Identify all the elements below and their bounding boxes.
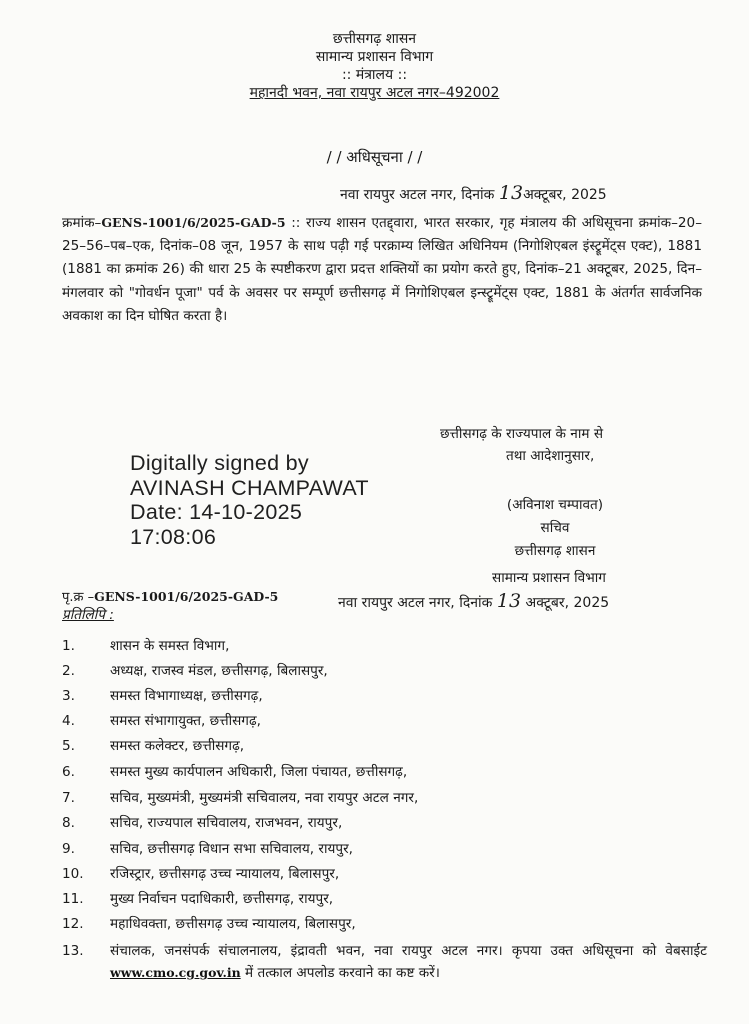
list-item: 2. अध्यक्ष, राजस्व मंडल, छत्तीसगढ़, बिलासपुर, <box>62 663 328 679</box>
endorsement-number-line <box>62 587 278 605</box>
authority-line1: छत्तीसगढ़ के राज्यपाल के नाम से <box>440 426 604 442</box>
copy-label: प्रतिलिपि : <box>62 607 114 623</box>
digital-signature-line1: Digitally signed by <box>130 451 309 475</box>
list-item: 11. मुख्य निर्वाचन पदाधिकारी, छत्तीसगढ़, रायपुर, <box>62 891 334 907</box>
endorsement-date-suffix: अक्टूबर, 2025 <box>525 595 610 611</box>
list-item: 8. सचिव, राज्यपाल सचिवालय, राजभवन, रायपुर, <box>62 815 343 831</box>
header-govt: छत्तीसगढ़ शासन <box>332 31 417 47</box>
order-paragraph <box>62 211 702 328</box>
authority-line2: तथा आदेशानुसार, <box>506 448 595 464</box>
list-item-13-num: 13. <box>62 943 84 959</box>
endorsement-label: पृ.क्र – <box>62 590 95 605</box>
header-department: सामान्य प्रशासन विभाग <box>315 49 434 65</box>
list-item: 10. रजिस्ट्रार, छत्तीसगढ़ उच्च न्यायालय, बिलासपुर, <box>62 866 340 882</box>
order-label: क्रमांक– <box>62 215 102 231</box>
header-address: महानदी भवन, नवा रायपुर अटल नगर–492002 <box>249 85 500 101</box>
list-item: 1. शासन के समस्त विभाग, <box>62 638 230 654</box>
list-item: 6. समस्त मुख्य कार्यपालन अधिकारी, जिला पंचायत, छत्तीसगढ़, <box>62 764 408 780</box>
list-item-13-text: संचालक, जनसंपर्क संचालनालय, इंद्रावती भवन, नवा रायपुर अटल नगर। कृपया उक्त अधिसूचना को वेबसाईट <box>110 943 707 959</box>
authority-block <box>440 423 720 467</box>
digital-signature-time: 17:08:06 <box>130 524 217 549</box>
endorsement-date-line <box>338 590 609 612</box>
list-item: 5. समस्त कलेक्टर, छत्तीसगढ़, <box>62 738 245 754</box>
date-prefix: नवा रायपुर अटल नगर, दिनांक <box>340 187 495 203</box>
website-link[interactable]: www.cmo.cg.gov.in <box>110 965 241 980</box>
notification-title: / / अधिसूचना / / <box>326 148 423 166</box>
date-day-handwritten: 13 <box>498 182 524 204</box>
endorsement-number: GENS-1001/6/2025-GAD-5 <box>94 589 279 604</box>
list-item: 12. महाधिवक्ता, छत्तीसगढ़ उच्च न्यायालय, बिलासपुर, <box>62 916 356 932</box>
endorsement-day-handwritten: 13 <box>496 590 522 612</box>
signatory-org1: छत्तीसगढ़ शासन <box>514 543 596 559</box>
list-item-13-text-after: में तत्काल अपलोड करवाने का कष्ट करें। <box>245 965 440 981</box>
list-item-13 <box>62 940 707 984</box>
digital-signature-date: Date: 14-10-2025 <box>130 500 303 524</box>
signatory-org2: सामान्य प्रशासन विभाग <box>492 570 606 586</box>
list-item-13-body <box>110 940 707 984</box>
list-item: 9. सचिव, छत्तीसगढ़ विधान सभा सचिवालय, रायपुर, <box>62 841 353 857</box>
signatory-name: (अविनाश चम्पावत) <box>506 497 604 513</box>
signatory-designation: सचिव <box>540 520 570 536</box>
date-suffix: अक्टूबर, 2025 <box>523 187 607 203</box>
header-ministry: :: मंत्रालय :: <box>341 67 408 83</box>
order-text: :: राज्य शासन एतद्द्वारा, भारत सरकार, गृह मंत्रालय की अधिसूचना क्रमांक–20– 25–56–पब–एक, दिनांक–08 जून, 1957 के साथ पढ़ी गई परक्राम्य लिखित अधिनियम (निगोशिएबल इंस्ट्रूमेंट्स एक्ट), 1881 (1881 का क्रमांक 26) की धारा 25 के स्पष्टीकरण द्वारा प्रदत्त शक्तियों का प्रयोग करते हुए, दिनांक–21 अक्टूबर, 2025, दिन–मंगलवार को "गोवर्धन पूजा" पर्व के अवसर पर सम्पूर्ण छत्तीसगढ़ में निगोशिएबल इन्स्ट्रूमेंट्स एक्ट, 1881 के अंतर्गत सार्वजनिक अवकाश का दिन घोषित करता है। <box>62 215 703 324</box>
order-number: GENS-1001/6/2025-GAD-5 <box>101 215 286 230</box>
digital-signature-name: AVINASH CHAMPAWAT <box>130 475 369 500</box>
list-item: 4. समस्त संभागायुक्त, छत्तीसगढ़, <box>62 713 261 729</box>
date-line <box>340 182 700 204</box>
list-item: 3. समस्त विभागाध्यक्ष, छत्तीसगढ़, <box>62 688 263 704</box>
endorsement-date-prefix: नवा रायपुर अटल नगर, दिनांक <box>338 595 493 611</box>
header-block <box>0 30 749 102</box>
digital-signature <box>130 451 430 549</box>
signatory-block <box>470 494 640 563</box>
list-item: 7. सचिव, मुख्यमंत्री, मुख्यमंत्री सचिवालय, नवा रायपुर अटल नगर, <box>62 790 419 806</box>
